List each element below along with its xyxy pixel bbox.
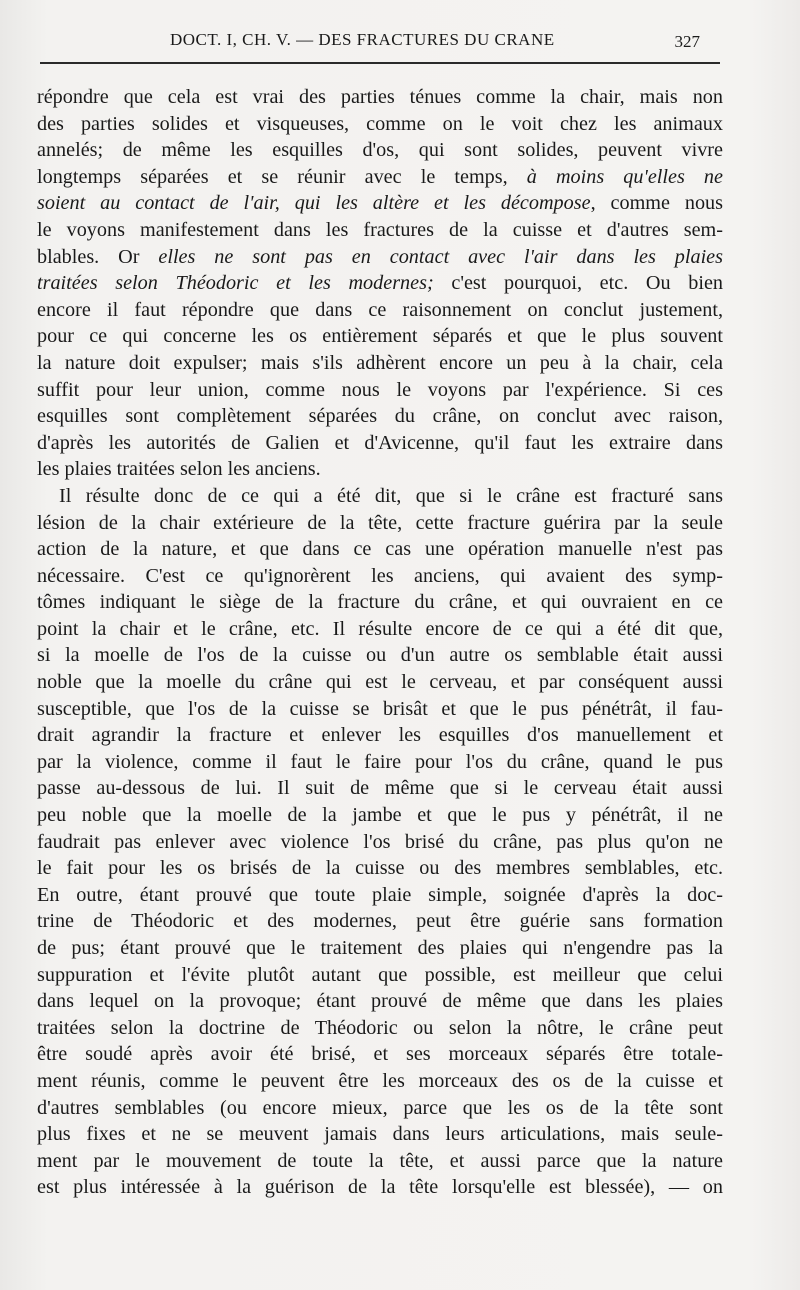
text-line	[37, 510, 723, 537]
text-line	[37, 669, 723, 696]
text-line	[37, 775, 723, 802]
text-line	[37, 1095, 723, 1122]
text-line	[37, 270, 723, 297]
text-segment: blables. Or	[37, 245, 159, 268]
page-header	[40, 28, 720, 58]
text-segment: passe au-dessous de lui. Il suit de même que si le cerveau était aussi	[37, 777, 723, 800]
text-line	[37, 323, 723, 350]
text-segment: par la violence, comme il faut le faire pour l'os du crâne, quand le pus	[37, 750, 723, 773]
text-line	[37, 190, 723, 217]
text-segment: nécessaire. C'est ce qu'ignorèrent les anciens, qui avaient des symp-	[37, 564, 723, 587]
text-segment: ment par le mouvement de toute la tête, et aussi parce que la nature	[37, 1149, 723, 1172]
text-line	[37, 1068, 723, 1095]
text-segment: d'autres semblables (ou encore mieux, parce que les os de la tête sont	[37, 1096, 723, 1119]
text-segment: plus fixes et ne se meuvent jamais dans leurs articulations, mais seule-	[37, 1123, 723, 1146]
text-line	[37, 829, 723, 856]
text-line	[37, 137, 723, 164]
text-segment: annelés; de même les esquilles d'os, qui sont solides, peuvent vivre	[37, 139, 723, 162]
text-line	[37, 483, 723, 510]
text-segment: le fait pour les os brisés de la cuisse ou des membres semblables, etc.	[37, 857, 723, 880]
text-segment: est plus intéressée à la guérison de la tête lorsqu'elle est blessée), — on	[37, 1176, 723, 1199]
text-segment: le voyons manifestement dans les fractures de la cuisse et d'autres sem-	[37, 218, 723, 241]
text-line	[37, 1174, 723, 1201]
text-segment: la nature doit expulser; mais s'ils adhèrent encore un peu à la chair, cela	[37, 351, 723, 374]
text-segment: esquilles sont complètement séparées du crâne, on conclut avec raison,	[37, 405, 723, 428]
running-head: DOCT. I, CH. V. — DES FRACTURES DU CRANE	[170, 30, 555, 49]
text-segment: traitées selon la doctrine de Théodoric ou selon la nôtre, le crâne peut	[37, 1016, 723, 1039]
text-segment: faudrait pas enlever avec violence l'os brisé du crâne, pas plus qu'on ne	[37, 830, 723, 853]
text-segment: suffit pour leur union, comme nous le voyons par l'expérience. Si ces	[37, 378, 723, 401]
text-line	[37, 642, 723, 669]
text-line	[37, 1041, 723, 1068]
text-line	[37, 536, 723, 563]
text-segment: répondre que cela est vrai des parties ténues comme la chair, mais non	[37, 86, 723, 108]
text-segment: tômes indiquant le siège de la fracture du crâne, et qui ouvraient en ce	[37, 591, 723, 614]
text-line	[37, 882, 723, 909]
text-segment: noble que la moelle du crâne qui est le cerveau, et par conséquent aussi	[37, 671, 723, 694]
text-line	[37, 855, 723, 882]
text-line	[37, 403, 723, 430]
text-line	[37, 563, 723, 590]
text-segment: drait agrandir la fracture et enlever les esquilles d'os manuellement et	[37, 724, 723, 747]
text-segment: si la moelle de l'os de la cuisse ou d'un autre os semblable était aussi	[37, 644, 723, 667]
text-segment: d'après les autorités de Galien et d'Avicenne, qu'il faut les extraire dans	[37, 431, 723, 454]
text-segment: c'est pourquoi, etc. Ou bien	[433, 272, 723, 295]
italic-text: soient au contact de l'air, qui les altère et les décompose	[37, 192, 591, 215]
text-line	[37, 377, 723, 404]
text-segment: dans lequel on la provoque; étant prouvé de même que dans les plaies	[37, 990, 723, 1013]
text-line	[37, 164, 723, 191]
text-segment: suppuration et l'évite plutôt autant que possible, est meilleur que celui	[37, 963, 723, 986]
page-number: 327	[674, 32, 700, 51]
text-segment: En outre, étant prouvé que toute plaie simple, soignée d'après la doc-	[37, 883, 723, 906]
text-segment: les plaies traitées selon les anciens.	[37, 458, 321, 481]
text-segment: , comme nous	[590, 192, 723, 215]
italic-text: à moins qu'elles ne	[526, 165, 723, 188]
text-segment: susceptible, que l'os de la cuisse se brisât et que le pus pénétrât, il fau-	[37, 697, 723, 720]
text-line	[37, 111, 723, 138]
text-line	[37, 908, 723, 935]
text-line	[37, 1148, 723, 1175]
text-line	[37, 1121, 723, 1148]
text-line	[37, 217, 723, 244]
text-line	[37, 988, 723, 1015]
text-line	[37, 350, 723, 377]
text-line	[37, 84, 723, 111]
text-line	[37, 802, 723, 829]
text-line	[37, 749, 723, 776]
text-segment: trine de Théodoric et des modernes, peut être guérie sans formation	[37, 910, 723, 933]
text-segment: pour ce qui concerne les os entièrement séparés et que le plus souvent	[37, 325, 723, 348]
text-line	[37, 962, 723, 989]
body-text	[37, 84, 723, 1201]
text-segment: action de la nature, et que dans ce cas une opération manuelle n'est pas	[37, 538, 723, 561]
text-line	[37, 1015, 723, 1042]
text-segment: ment réunis, comme le peuvent être les morceaux des os de la cuisse et	[37, 1069, 723, 1092]
text-line	[37, 589, 723, 616]
text-line	[37, 696, 723, 723]
text-segment: Il résulte donc de ce qui a été dit, que si le crâne est fracturé sans	[59, 484, 723, 507]
text-segment: être soudé après avoir été brisé, et ses morceaux séparés être totale-	[37, 1043, 723, 1066]
text-segment: encore il faut répondre que dans ce raisonnement on conclut justement,	[37, 298, 723, 321]
text-line	[37, 722, 723, 749]
text-line	[37, 616, 723, 643]
text-line	[37, 297, 723, 324]
text-line	[37, 935, 723, 962]
text-line	[37, 456, 723, 483]
text-segment: peu noble que la moelle de la jambe et que le pus y pénétrât, il ne	[37, 804, 723, 827]
text-segment: lésion de la chair extérieure de la tête, cette fracture guérira par la seule	[37, 511, 723, 534]
text-line	[37, 430, 723, 457]
italic-text: elles ne sont pas en contact avec l'air dans les plaies	[158, 245, 723, 268]
text-segment: de pus; étant prouvé que le traitement des plaies qui n'engendre pas la	[37, 937, 723, 959]
text-line	[37, 244, 723, 271]
text-segment: point la chair et le crâne, etc. Il résulte encore de ce qui a été dit que,	[37, 617, 723, 640]
header-rule	[40, 62, 720, 64]
italic-text: traitées selon Théodoric et les modernes;	[37, 272, 434, 295]
text-segment: des parties solides et visqueuses, comme on le voit chez les animaux	[37, 112, 723, 135]
text-segment: longtemps séparées et se réunir avec le temps,	[37, 165, 527, 188]
